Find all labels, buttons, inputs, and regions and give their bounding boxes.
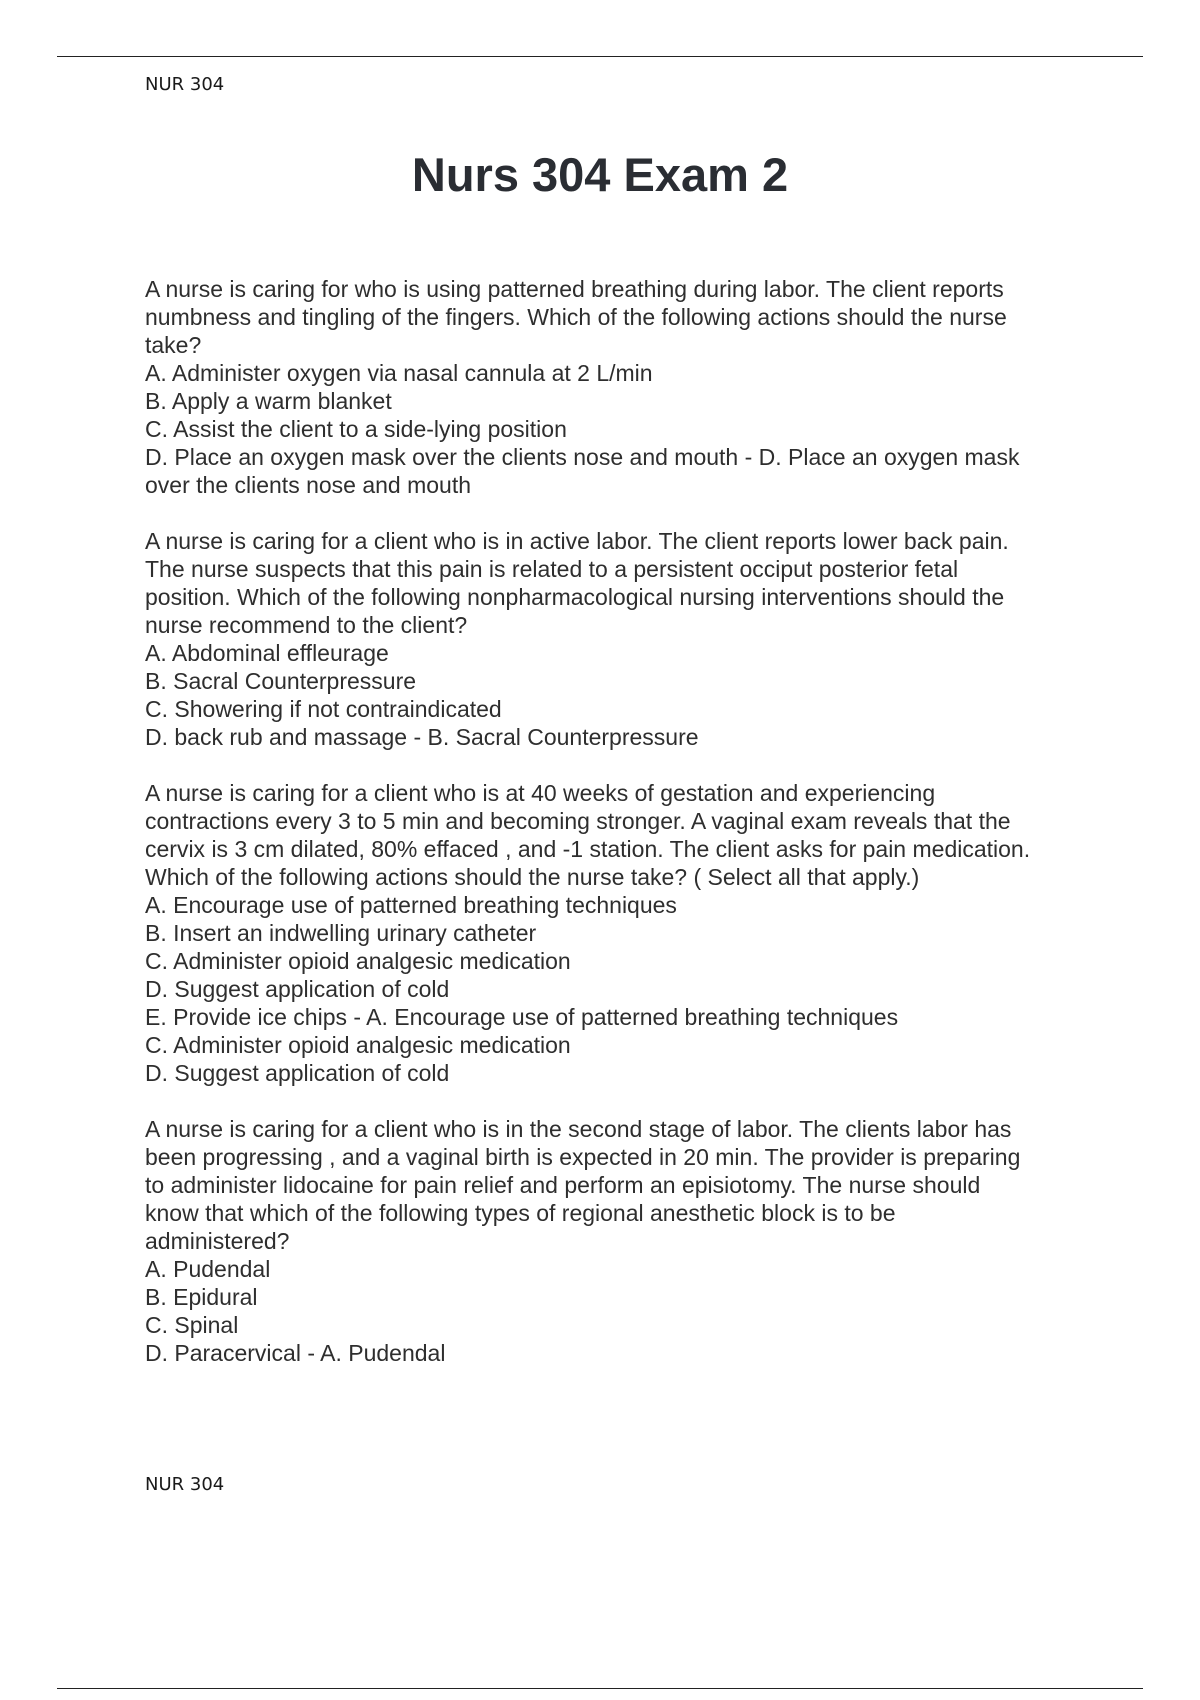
question-block <box>145 1115 1095 1367</box>
question-line: A. Pudendal <box>145 1256 271 1282</box>
page-header: NUR 304 <box>145 74 225 95</box>
question-text-line: A nurse is caring for a client who is at 40 weeks of gestation and experiencing <box>145 780 936 806</box>
question-line: D. back rub and massage - B. Sacral Counterpressure <box>145 724 699 750</box>
question-line: D. Place an oxygen mask over the clients nose and mouth - D. Place an oxygen mask <box>145 444 1020 470</box>
question-line: administered? <box>145 1228 290 1254</box>
questions-list <box>145 275 1095 1395</box>
question-line: to administer lidocaine for pain relief and perform an episiotomy. The nurse should <box>145 1172 981 1198</box>
question-line: C. Administer opioid analgesic medication <box>145 948 571 974</box>
page-footer: NUR 304 <box>145 1474 225 1495</box>
question-line: A. Encourage use of patterned breathing techniques <box>145 892 677 918</box>
question-line: B. Epidural <box>145 1284 258 1310</box>
question-line: nurse recommend to the client? <box>145 612 468 638</box>
question-line: B. Apply a warm blanket <box>145 388 392 414</box>
question-text-line: A nurse is caring for who is using patterned breathing during labor. The client reports <box>145 276 1004 302</box>
question-line: contractions every 3 to 5 min and becoming stronger. A vaginal exam reveals that the <box>145 808 1011 834</box>
question-block <box>145 527 1095 751</box>
question-text-line: A nurse is caring for a client who is in active labor. The client reports lower back pain. <box>145 528 1009 554</box>
question-line: D. Suggest application of cold <box>145 1060 450 1086</box>
question-line: C. Assist the client to a side-lying position <box>145 416 567 442</box>
question-line: A. Administer oxygen via nasal cannula at 2 L/min <box>145 360 653 386</box>
question-line: know that which of the following types of regional anesthetic block is to be <box>145 1200 896 1226</box>
question-line: D. Paracervical - A. Pudendal <box>145 1340 446 1366</box>
question-line: A. Abdominal effleurage <box>145 640 389 666</box>
question-line: B. Sacral Counterpressure <box>145 668 417 694</box>
question-line: The nurse suspects that this pain is related to a persistent occiput posterior fetal <box>145 556 959 582</box>
bottom-rule <box>57 1688 1143 1689</box>
question-line: position. Which of the following nonpharmacological nursing interventions should the <box>145 584 1005 610</box>
question-block <box>145 779 1095 1087</box>
question-text-line: A nurse is caring for a client who is in the second stage of labor. The clients labor has <box>145 1116 1012 1142</box>
question-line: C. Showering if not contraindicated <box>145 696 502 722</box>
question-line: C. Spinal <box>145 1312 239 1338</box>
question-line: over the clients nose and mouth <box>145 472 472 498</box>
question-line: take? <box>145 332 202 358</box>
question-line: E. Provide ice chips - A. Encourage use of patterned breathing techniques <box>145 1004 899 1030</box>
question-block <box>145 275 1095 499</box>
question-line: cervix is 3 cm dilated, 80% effaced , and -1 station. The client asks for pain medication. <box>145 836 1031 862</box>
question-line: C. Administer opioid analgesic medication <box>145 1032 571 1058</box>
top-rule <box>57 56 1143 57</box>
question-line: Which of the following actions should the nurse take? ( Select all that apply.) <box>145 864 920 890</box>
question-line: numbness and tingling of the fingers. Which of the following actions should the nurse <box>145 304 1007 330</box>
question-line: D. Suggest application of cold <box>145 976 450 1002</box>
question-line: been progressing , and a vaginal birth is expected in 20 min. The provider is preparing <box>145 1144 1021 1170</box>
question-line: B. Insert an indwelling urinary catheter <box>145 920 537 946</box>
document-title: Nurs 304 Exam 2 <box>411 148 789 201</box>
